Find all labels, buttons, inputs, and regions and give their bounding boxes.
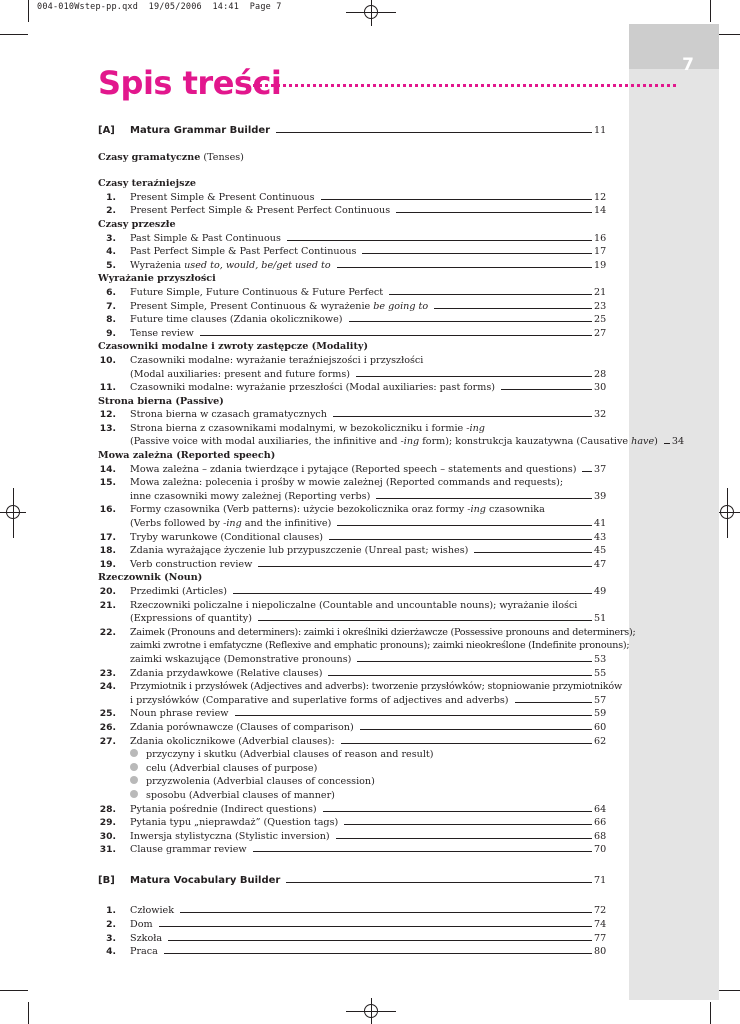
item-text-part: ) [654,436,658,448]
page-ref: 39 [594,490,607,502]
page-ref: 59 [594,708,607,720]
leader-line [582,471,592,472]
sub-bullet [98,748,606,762]
toc-vocab-3[interactable] [98,932,606,946]
leader-line [287,240,592,241]
toc-item-3[interactable] [98,232,606,246]
page-ref: 27 [594,327,607,339]
toc-item-16[interactable] [98,503,606,517]
item-number: 1. [106,191,116,203]
toc-item-15-cont[interactable] [98,490,606,504]
item-number: 1. [106,905,116,917]
toc-item-27[interactable] [98,735,606,749]
item-number: 7. [106,300,116,312]
leader-line [344,824,592,825]
leader-line [323,811,592,812]
toc-vocab-4[interactable] [98,945,606,959]
leader-line [362,253,592,254]
item-text: Tense review [130,327,194,339]
item-text: Zdania przydawkowe (Relative clauses) [130,667,323,679]
page-ref: 66 [594,817,607,829]
crop-mark-top-right-v [710,0,711,22]
item-text: Zdania porównawcze (Clauses of comparison) [130,721,354,733]
page-ref: 37 [594,463,607,475]
page-ref: 14 [594,205,607,217]
leader-line [515,702,592,703]
page-ref: 19 [594,259,607,271]
page-ref: 47 [594,558,607,570]
toc-item-7[interactable] [98,300,606,314]
item-text: Zdania okolicznikowe (Adverbial clauses): [130,735,335,747]
item-text-part: (Verbs followed by [130,518,224,530]
page-ref: 77 [594,932,607,944]
toc-item-17[interactable] [98,531,606,545]
item-number: 14. [99,463,116,475]
toc-item-4[interactable] [98,245,606,259]
item-text-part: czasownika [485,504,545,516]
item-text: Inwersja stylistyczna (Stylistic inversion) [130,830,330,842]
item-number: 3. [106,932,116,944]
item-text: Czasowniki modalne: wyrażanie przeszłości (Modal auxiliaries: past forms) [130,382,496,394]
leader-line [376,498,592,499]
toc-item-13-cont[interactable] [98,435,685,449]
item-number: 24. [99,681,116,693]
sub-bullet-text: przyzwolenia (Adverbial clauses of concession) [146,776,375,788]
leader-line [180,912,592,913]
crop-mark-top-left-v [28,0,29,22]
leader-line [337,525,592,526]
leader-line [159,926,592,927]
leader-line [258,566,592,567]
item-text-italic: used to, would, be/get used to [184,259,331,271]
leader-line [168,940,592,941]
item-number: 10. [99,354,116,366]
item-number: 5. [106,259,116,271]
item-number: 28. [99,803,116,815]
toc-item-21-cont[interactable] [98,612,606,626]
item-number: 21. [99,599,116,611]
page-ref: 49 [594,586,607,597]
item-text: Tryby warunkowe (Conditional clauses) [130,531,323,543]
leader-line [337,267,592,268]
item-text: Rzeczowniki policzalne i niepoliczalne (Countable and uncountable nouns); wyrażanie ilości [130,599,578,611]
page-ref: 74 [594,919,607,931]
item-text: Present Perfect Simple & Present Perfect Continuous [130,205,391,217]
item-text-italic: be going to [373,300,429,312]
page-ref: 30 [594,382,607,394]
toc-section-b[interactable] [98,874,606,888]
item-number: 15. [99,477,116,489]
print-slug-line: 004-010Wstep-pp.qxd 19/05/2006 14:41 Page 7 [37,2,282,12]
item-number: 11. [99,382,116,394]
item-number: 13. [99,422,116,434]
toc-item-10[interactable] [98,354,606,368]
toc-item-13[interactable] [98,422,606,436]
registration-bottom-circle [364,1004,378,1018]
item-text: Verb construction review [130,558,253,570]
sub-bullet-text: celu (Adverbial clauses of purpose) [146,762,318,774]
page-ref: 70 [594,844,607,856]
leader-line [474,552,592,553]
item-text: Clause grammar review [130,844,247,856]
item-text: Present Simple & Present Continuous [130,191,315,203]
item-text: Past Simple & Past Continuous [130,232,281,244]
item-text: Future time clauses (Zdania okolicznikowe) [130,314,343,326]
section-label: Matura Grammar Builder [130,125,271,136]
item-text: Pytania pośrednie (Indirect questions) [130,803,317,815]
page-number: 7 [682,55,694,75]
page-ref: 68 [594,830,607,842]
item-text: Przedimki (Articles) [130,586,227,597]
leader-line [349,321,592,322]
section-code: [B] [98,874,115,886]
item-text-part: (Passive voice with modal auxiliaries, the infinitive and [130,436,401,448]
toc-item-19[interactable] [98,558,606,572]
item-number: 22. [99,626,116,638]
leader-line [664,443,670,444]
leader-line [276,132,592,133]
group-heading-past: Czasy przeszłe [98,218,176,230]
group-heading-present: Czasy teraźniejsze [98,178,197,190]
leader-line [333,416,592,417]
page-ref: 45 [594,545,607,557]
sub-bullet [98,775,606,789]
item-text-part: Formy czasownika (Verb patterns): użycie bezokolicznika oraz formy [130,504,468,516]
item-text: Przymiotnik i przysłówek (Adjectives and adverbs): tworzenie przysłówków; stopniowanie przymiotników [130,681,622,693]
toc-item-30[interactable] [98,830,606,844]
group-heading-passive: Strona bierna (Passive) [98,395,224,407]
toc-item-10-cont[interactable] [98,368,606,382]
item-number: 2. [106,919,116,931]
page-ref: 23 [594,300,607,312]
item-text-italic: -ing [467,504,486,516]
page-ref: 53 [594,653,607,665]
toc-item-23[interactable] [98,667,606,681]
leader-line [389,294,592,295]
page-ref: 41 [594,518,607,530]
item-number: 8. [106,314,116,326]
item-text: Dom [130,919,153,931]
item-text-continued: (Expressions of quantity) [130,613,252,625]
leader-line [329,539,592,540]
leader-line [253,851,592,852]
leader-line [164,953,592,954]
item-number: 29. [99,817,116,829]
registration-right-circle [720,505,734,519]
bullet-dot-icon [130,763,138,771]
group-heading-noun: Rzeczownik (Noun) [98,572,203,584]
table-of-contents [98,124,685,959]
page-ref: 64 [594,803,607,815]
leader-line [235,715,593,716]
item-text-part: Strona bierna z czasownikami modalnymi, w bezokoliczniku i formie [130,422,467,434]
item-text-continued: zaimki wskazujące (Demonstrative pronouns) [130,653,352,665]
item-text-italic: -ing [466,422,485,434]
item-number: 30. [99,830,116,842]
item-number: 25. [99,708,116,720]
page-ref: 28 [594,368,607,380]
toc-item-29[interactable] [98,816,606,830]
item-number: 19. [99,558,116,570]
toc-item-22[interactable] [98,626,636,640]
page-ref: 71 [594,874,607,886]
item-number: 27. [99,735,116,747]
item-number: 18. [99,545,116,557]
item-text-continued: inne czasowniki mowy zależnej (Reporting verbs) [130,490,371,502]
leader-line [396,212,592,213]
crop-mark-bottom-left [0,990,28,991]
sub-bullet [98,762,606,776]
page-title: Spis treści [98,64,282,102]
group-heading-bold: Czasy gramatyczne [98,151,201,163]
toc-item-20[interactable] [98,585,606,599]
item-text: Mowa zależna: polecenia i prośby w mowie zależnej (Reported commands and requests); [130,477,564,489]
toc-item-25[interactable] [98,707,606,721]
item-number: 20. [99,586,116,597]
toc-item-21[interactable] [98,599,606,613]
page-ref: 60 [594,721,607,733]
item-text-continued [98,435,658,449]
page-ref: 80 [594,946,607,958]
item-text-part: Present Simple, Present Continuous & wyrażenie [130,300,374,312]
item-text: Future Simple, Future Continuous & Future Perfect [130,286,384,298]
page-ref: 34 [671,436,685,448]
leader-line [286,882,592,883]
item-number: 17. [99,531,116,543]
bullet-dot-icon [130,776,138,784]
toc-item-14[interactable] [98,463,606,477]
crop-mark-bottom-left-v [28,1002,29,1024]
page-ref: 43 [594,531,607,543]
leader-line [356,376,592,377]
item-number: 4. [106,946,116,958]
item-text-part: Wyrażenia [130,259,185,271]
leader-line [321,199,592,200]
toc-vocab-2[interactable] [98,918,606,932]
sub-bullet [98,789,606,803]
leader-line [360,729,592,730]
group-heading-future: Wyrażanie przyszłości [98,273,216,285]
section-label: Matura Vocabulary Builder [130,874,281,886]
item-text [116,503,545,517]
page-ref: 55 [594,667,607,679]
leader-line [258,620,592,621]
item-text: Pytania typu „nieprawdaż” (Question tags) [130,817,339,829]
grey-sidebar [629,24,719,1000]
page-ref: 17 [594,246,607,258]
item-text: Szkoła [130,932,163,944]
page-ref: 62 [594,735,607,747]
item-text: Noun phrase review [130,708,229,720]
item-number: 9. [106,327,116,339]
crop-mark-top-left [0,34,28,35]
title-dotted-rule [246,84,676,87]
item-number: 26. [99,721,116,733]
item-number: 4. [106,246,116,258]
toc-item-8[interactable] [98,313,606,327]
item-number: 31. [99,844,116,856]
bullet-dot-icon [130,749,138,757]
sub-bullet-text: przyczyny i skutku (Adverbial clauses of reason and result) [146,749,434,761]
toc-item-22-cont2[interactable] [98,653,606,667]
page-ref: 32 [594,409,607,421]
page-ref: 25 [594,314,607,326]
crop-mark-bottom-right-v [710,1002,711,1024]
item-number: 6. [106,286,116,298]
page-ref: 51 [594,613,607,625]
page-ref: 12 [594,191,607,203]
registration-left-circle [6,505,20,519]
toc-item-5[interactable] [98,259,606,273]
group-heading-tenses [98,151,606,165]
item-text: Czasowniki modalne: wyrażanie teraźniejszości i przyszłości [130,354,424,366]
toc-item-9[interactable] [98,327,606,341]
item-text-continued [98,517,331,531]
item-text [116,259,331,273]
toc-item-26[interactable] [98,721,606,735]
bullet-dot-icon [130,790,138,798]
item-text-part: and the infinitive) [241,518,332,530]
leader-line [341,743,592,744]
page-ref: 16 [594,232,607,244]
leader-line [233,593,592,594]
item-text: Mowa zależna – zdania twierdzące i pytające (Reported speech – statements and questions) [130,463,577,475]
item-text-italic: have [631,436,655,448]
item-text: Zdania wyrażające życzenie lub przypuszczenie (Unreal past; wishes) [130,545,469,557]
group-heading-modality: Czasowniki modalne i zwroty zastępcze (Modality) [98,341,368,353]
leader-line [328,675,592,676]
toc-item-31[interactable] [98,843,606,857]
item-text-continued: (Modal auxiliaries: present and future forms) [130,368,351,380]
toc-item-12[interactable] [98,408,606,422]
group-heading-rest: (Tenses) [200,151,244,163]
item-text [116,300,428,314]
sub-bullet-text: sposobu (Adverbial clauses of manner) [146,789,335,801]
toc-vocab-1[interactable] [98,904,606,918]
toc-item-16-cont[interactable] [98,517,606,531]
toc-item-18[interactable] [98,544,606,558]
page-ref: 57 [594,694,607,706]
page-ref: 21 [594,286,607,298]
item-text: Człowiek [130,905,175,917]
item-number: 12. [99,409,116,421]
group-heading-reported: Mowa zależna (Reported speech) [98,450,276,462]
item-number: 2. [106,205,116,217]
leader-line [434,308,592,309]
page-ref: 72 [594,905,607,917]
toc-item-15[interactable] [98,476,606,490]
toc-section-a[interactable] [98,124,606,138]
toc-item-6[interactable] [98,286,606,300]
section-code: [A] [98,125,115,136]
toc-item-2[interactable] [98,204,606,218]
item-number: 23. [99,667,116,679]
item-text-continued: i przysłówków (Comparative and superlative forms of adjectives and adverbs) [130,694,509,706]
leader-line [357,661,592,662]
toc-item-28[interactable] [98,803,606,817]
item-text [116,422,485,436]
leader-line [200,335,592,336]
item-text: Strona bierna w czasach gramatycznych [130,409,327,421]
toc-item-24-cont[interactable] [98,694,606,708]
item-text: Zaimek (Pronouns and determiners): zaimki i określniki dzierżawcze (Possessive pronouns and determiners); [130,626,636,638]
item-number: 16. [99,504,116,516]
toc-item-11[interactable] [98,381,606,395]
item-text: Praca [130,946,158,958]
item-text-italic: -ing [223,518,242,530]
item-number: 3. [106,232,116,244]
item-text-part: form); konstrukcja kauzatywna (Causative [419,436,632,448]
toc-item-1[interactable] [98,191,606,205]
toc-item-24[interactable] [98,680,622,694]
page-ref: 11 [594,125,607,136]
page-number-tab [629,24,719,69]
item-text-continued: zaimki zwrotne i emfatyczne (Reflexive and emphatic pronouns); zaimki nieokreślone (Indefinite pronouns); [130,640,630,652]
registration-top-circle [364,5,378,19]
item-text: Past Perfect Simple & Past Perfect Continuous [130,246,357,258]
leader-line [501,389,592,390]
toc-item-22-cont[interactable] [98,639,630,653]
leader-line [336,838,592,839]
item-text-italic: -ing [400,436,420,448]
